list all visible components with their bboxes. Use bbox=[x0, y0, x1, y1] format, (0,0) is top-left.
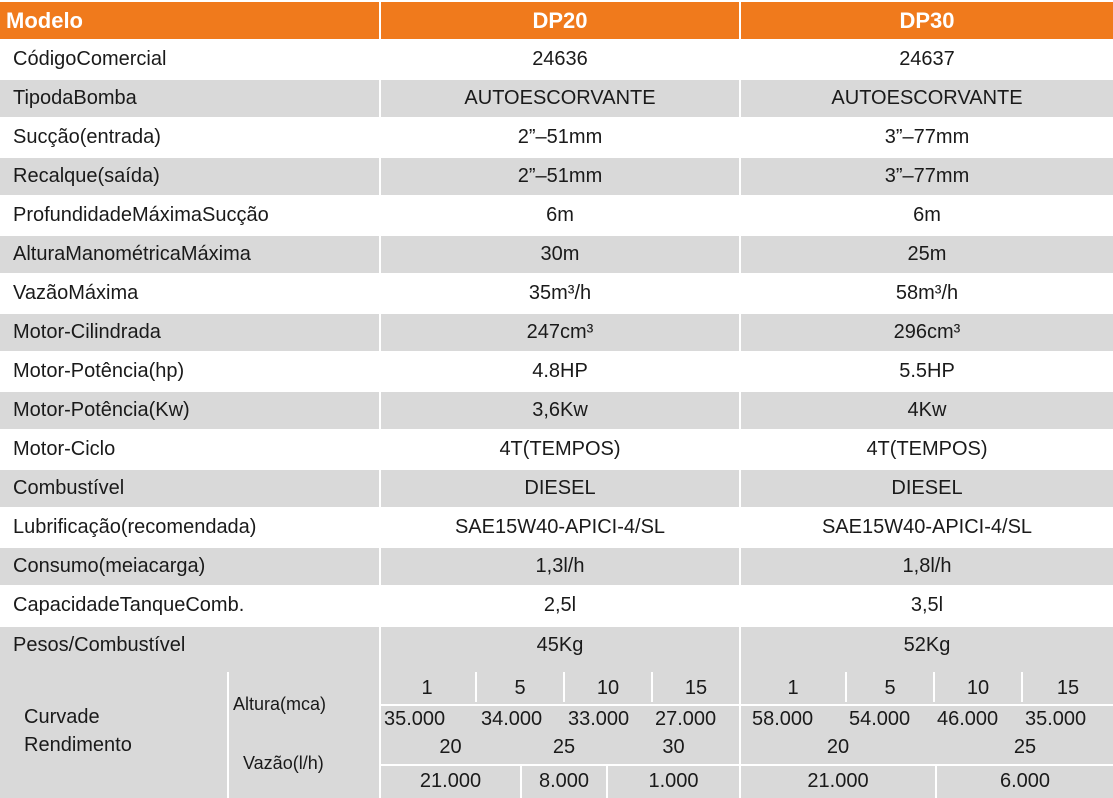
row-label: Motor-Ciclo bbox=[0, 431, 379, 468]
curve-divider bbox=[227, 672, 229, 798]
dp30-altura-vazao: 35.000 bbox=[1025, 708, 1087, 730]
dp30-altura: 15 bbox=[1056, 677, 1080, 699]
dp20-vazao: 25 bbox=[552, 736, 576, 758]
table-row bbox=[0, 353, 1113, 392]
dp20-value: 4.8HP bbox=[381, 353, 739, 390]
dp30-altura-vazao: 46.000 bbox=[937, 708, 999, 730]
dp30-vazao: 25 bbox=[1013, 736, 1037, 758]
dp20-value: 3,6Kw bbox=[381, 392, 739, 429]
curve-label-line2: Rendimento bbox=[24, 734, 132, 756]
dp30-altura: 1 bbox=[787, 677, 799, 699]
pesos-label: Pesos/Combustível bbox=[13, 634, 186, 656]
dp30-altura-vazao: 54.000 bbox=[849, 708, 911, 730]
dp30-vazao-value: 21.000 bbox=[807, 770, 869, 792]
dp30-grid-line bbox=[741, 764, 1113, 766]
row-label: AlturaManométricaMáxima bbox=[0, 236, 379, 273]
row-label: Combustível bbox=[0, 470, 379, 507]
table-row bbox=[0, 236, 1113, 275]
dp30-value: 296cm³ bbox=[741, 314, 1113, 351]
row-label: Motor-Potência(Kw) bbox=[0, 392, 379, 429]
dp20-grid-line bbox=[381, 764, 739, 766]
dp20-altura: 1 bbox=[421, 677, 433, 699]
dp20-value: 2”–51mm bbox=[381, 158, 739, 195]
table-row bbox=[0, 509, 1113, 548]
pesos-dp20: 45Kg bbox=[536, 634, 584, 656]
dp30-value: 3,5l bbox=[741, 587, 1113, 624]
dp20-altura: 5 bbox=[514, 677, 526, 699]
dp30-value: 58m³/h bbox=[741, 275, 1113, 312]
dp20-value: 1,3l/h bbox=[381, 548, 739, 585]
dp30-value: 6m bbox=[741, 197, 1113, 234]
dp20-altura-vazao: 33.000 bbox=[568, 708, 630, 730]
dp30-altura-vazao: 58.000 bbox=[752, 708, 814, 730]
curve-label-line1: Curvade bbox=[24, 706, 100, 728]
altura-label: Altura(mca) bbox=[233, 694, 327, 714]
vazao-label: Vazão(l/h) bbox=[243, 753, 324, 773]
table-row bbox=[0, 119, 1113, 158]
table-row bbox=[0, 470, 1113, 509]
dp20-vazao: 20 bbox=[439, 736, 462, 758]
row-label: Motor-Potência(hp) bbox=[0, 353, 379, 390]
table-row bbox=[0, 275, 1113, 314]
dp20-altura-vazao: 35.000 bbox=[384, 708, 446, 730]
dp30-value: 25m bbox=[741, 236, 1113, 273]
table-row bbox=[0, 392, 1113, 431]
dp20-vazao-value: 1.000 bbox=[648, 770, 699, 792]
dp20-value: DIESEL bbox=[381, 470, 739, 507]
table-row bbox=[0, 80, 1113, 119]
table-row bbox=[0, 431, 1113, 470]
header-dp30: DP30 bbox=[741, 2, 1113, 39]
dp30-value: 24637 bbox=[741, 41, 1113, 78]
row-label: VazãoMáxima bbox=[0, 275, 379, 312]
row-label: ProfundidadeMáximaSucção bbox=[0, 197, 379, 234]
dp30-altura: 10 bbox=[966, 677, 990, 699]
dp30-altura: 5 bbox=[884, 677, 896, 699]
dp20-value: SAE15W40-APICI-4/SL bbox=[381, 509, 739, 546]
dp20-value: 2,5l bbox=[381, 587, 739, 624]
dp20-vazao-value: 8.000 bbox=[538, 770, 590, 792]
dp20-value: 35m³/h bbox=[381, 275, 739, 312]
table-row bbox=[0, 587, 1113, 626]
dp20-vazao: 30 bbox=[662, 736, 685, 758]
table-row bbox=[0, 314, 1113, 353]
dp20-grid-line bbox=[381, 704, 739, 706]
dp20-altura-vazao: 27.000 bbox=[655, 708, 717, 730]
header-model-label: Modelo bbox=[0, 2, 379, 39]
dp20-value: 2”–51mm bbox=[381, 119, 739, 156]
row-label: Motor-Cilindrada bbox=[0, 314, 379, 351]
table-row bbox=[0, 548, 1113, 587]
dp30-vazao-value: 6.000 bbox=[999, 770, 1051, 792]
table-row bbox=[0, 158, 1113, 197]
row-label: Lubrificação(recomendada) bbox=[0, 509, 379, 546]
row-label: TipodaBomba bbox=[0, 80, 379, 117]
table-row bbox=[0, 197, 1113, 236]
dp20-value: 247cm³ bbox=[381, 314, 739, 351]
dp30-value: 3”–77mm bbox=[741, 158, 1113, 195]
row-label: Recalque(saída) bbox=[0, 158, 379, 195]
pesos-dp30: 52Kg bbox=[903, 634, 951, 656]
dp30-value: 4T(TEMPOS) bbox=[741, 431, 1113, 468]
row-label: Consumo(meiacarga) bbox=[0, 548, 379, 585]
dp20-vazao-value: 21.000 bbox=[419, 770, 482, 792]
header-dp20: DP20 bbox=[381, 2, 739, 39]
table-row bbox=[0, 41, 1113, 80]
dp20-value: 24636 bbox=[381, 41, 739, 78]
dp20-altura: 10 bbox=[596, 677, 620, 699]
dp20-value: 30m bbox=[381, 236, 739, 273]
dp30-value: SAE15W40-APICI-4/SL bbox=[741, 509, 1113, 546]
dp30-value: DIESEL bbox=[741, 470, 1113, 507]
dp20-value: AUTOESCORVANTE bbox=[381, 80, 739, 117]
dp20-value: 4T(TEMPOS) bbox=[381, 431, 739, 468]
dp20-value: 6m bbox=[381, 197, 739, 234]
dp30-value: 3”–77mm bbox=[741, 119, 1113, 156]
dp30-value: 1,8l/h bbox=[741, 548, 1113, 585]
dp30-vazao: 20 bbox=[826, 736, 850, 758]
row-label: CapacidadeTanqueComb. bbox=[0, 587, 379, 624]
dp20-altura: 15 bbox=[684, 677, 708, 699]
dp30-value: 5.5HP bbox=[741, 353, 1113, 390]
row-label: CódigoComercial bbox=[0, 41, 379, 78]
dp30-value: 4Kw bbox=[741, 392, 1113, 429]
row-label: Sucção(entrada) bbox=[0, 119, 379, 156]
dp30-grid-line bbox=[741, 704, 1113, 706]
dp20-altura-vazao: 34.000 bbox=[481, 708, 543, 730]
dp30-value: AUTOESCORVANTE bbox=[741, 80, 1113, 117]
